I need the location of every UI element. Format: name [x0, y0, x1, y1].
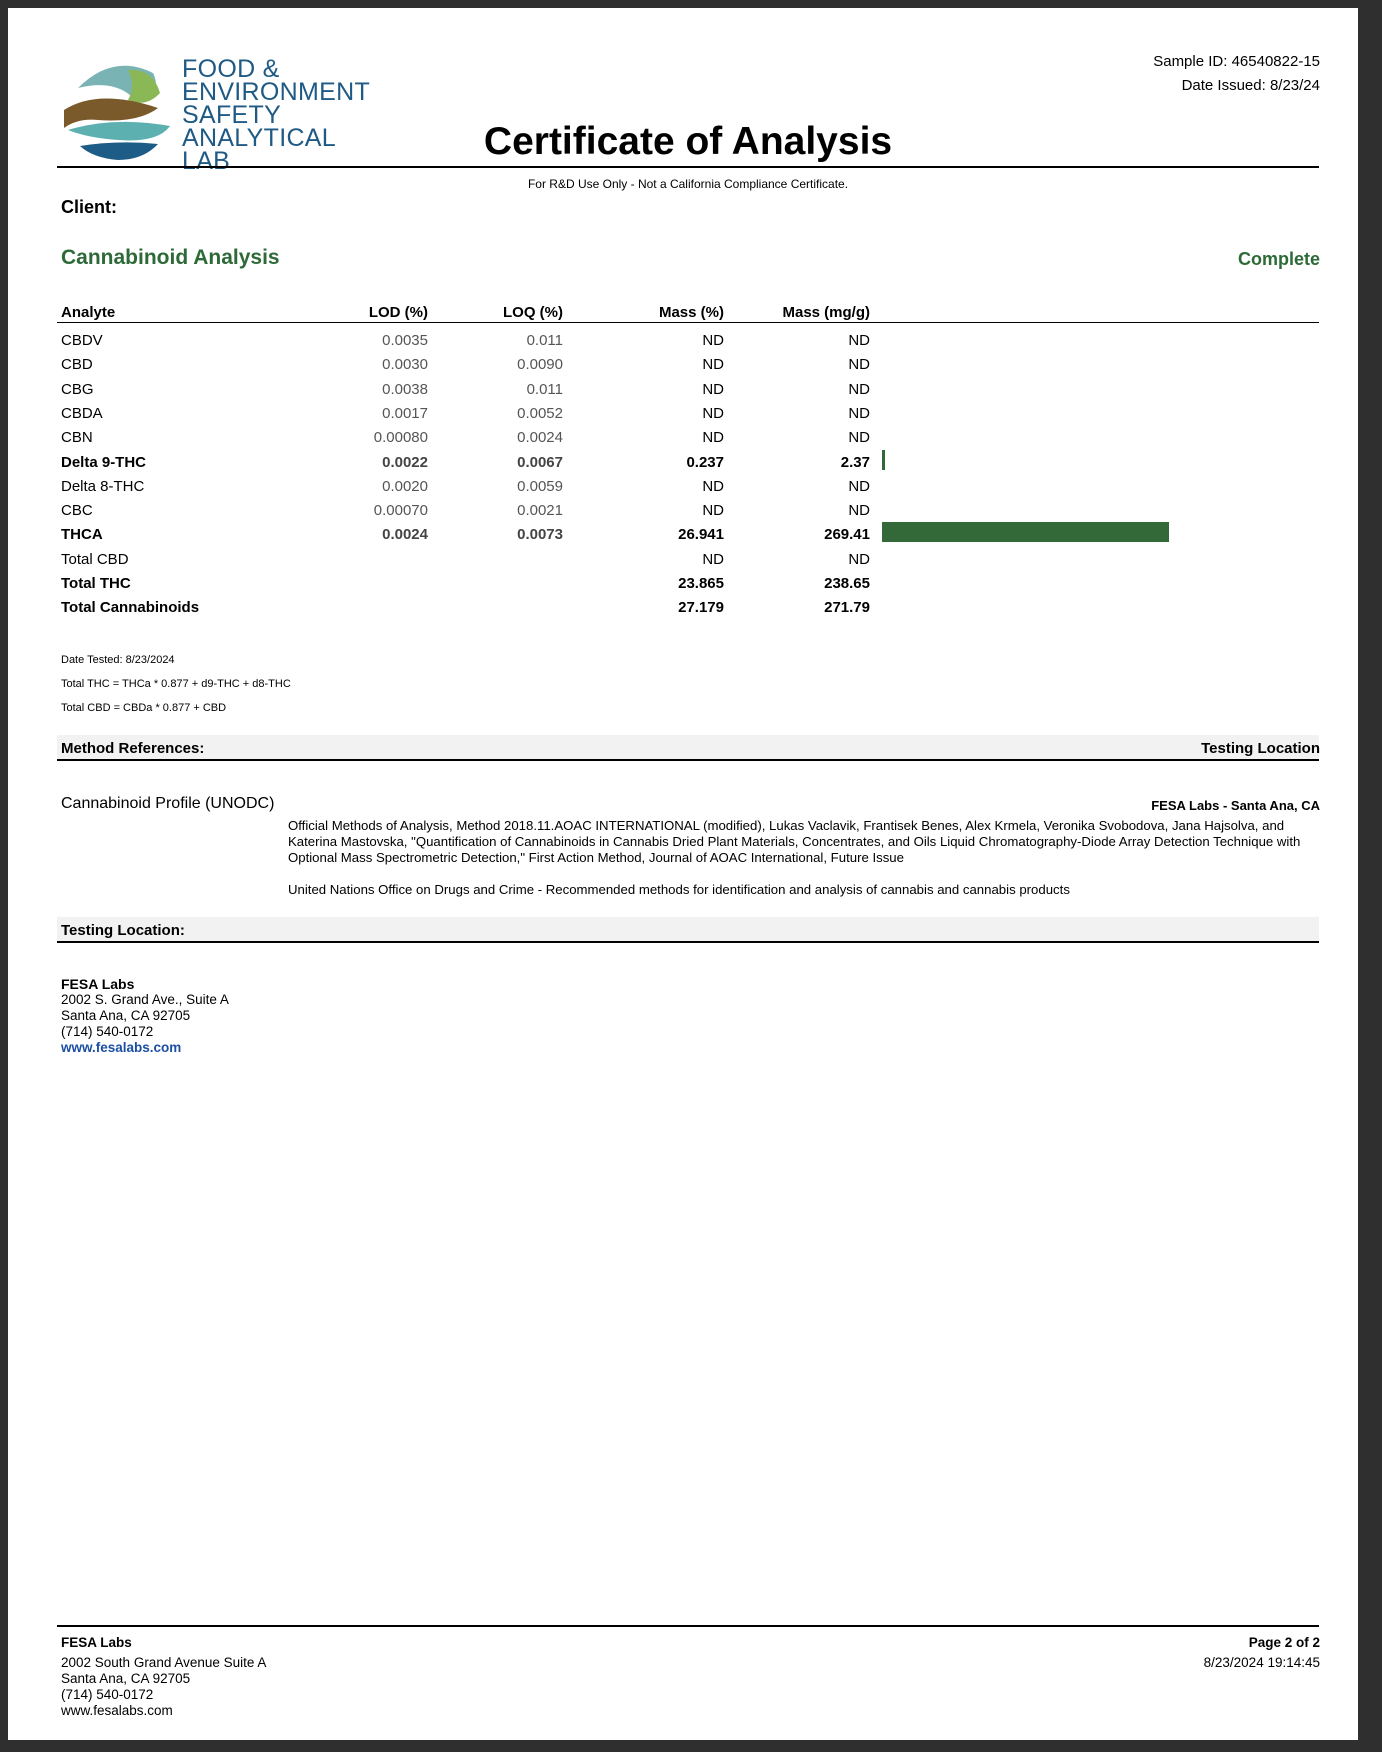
mass-pct-cell: ND	[702, 477, 724, 495]
analyte-cell: Delta 9-THC	[61, 453, 147, 471]
analyte-cell: CBG	[61, 380, 94, 398]
mass-pct-cell: ND	[702, 356, 724, 374]
mass-pct-cell: 0.237	[686, 453, 724, 471]
mass-pct-cell: ND	[702, 502, 724, 520]
header-divider	[57, 166, 1319, 168]
client-label: Client:	[61, 197, 117, 217]
loq-cell: 0.0052	[517, 404, 563, 422]
method-location: FESA Labs - Santa Ana, CA	[1151, 798, 1320, 813]
loq-cell: 0.0024	[517, 429, 563, 447]
mass-pct-cell: ND	[702, 404, 724, 422]
analyte-cell: CBC	[61, 502, 93, 520]
lab-website-link[interactable]: www.fesalabs.com	[61, 1040, 182, 1055]
column-header-mass-mg: Mass (mg/g)	[782, 304, 870, 321]
lab-name: FESA Labs	[61, 976, 135, 992]
column-header-lod: LOD (%)	[368, 304, 428, 321]
analyte-cell: Total Cannabinoids	[61, 599, 200, 617]
lab-city: Santa Ana, CA 92705	[61, 1008, 191, 1023]
footer-street: 2002 South Grand Avenue Suite A	[61, 1655, 267, 1670]
lod-cell: 0.0030	[382, 356, 428, 374]
loq-cell: 0.0059	[517, 477, 563, 495]
table-row	[8, 405, 1358, 429]
lod-cell: 0.0035	[382, 332, 428, 349]
lod-cell: 0.0020	[382, 477, 428, 495]
table-row	[8, 575, 1358, 599]
table-row	[8, 332, 1358, 356]
mass-pct-cell: ND	[702, 429, 724, 447]
page-number: Page 2 of 2	[1248, 1635, 1320, 1650]
table-row	[8, 599, 1358, 623]
table-row	[8, 429, 1358, 453]
analyte-cell: CBDA	[61, 404, 103, 422]
compliance-note: For R&D Use Only - Not a California Compliance Certificate.	[527, 177, 849, 191]
footer-phone: (714) 540-0172	[61, 1687, 154, 1702]
mass-bar	[882, 522, 1169, 542]
date-tested: Date Tested: 8/23/2024	[61, 654, 175, 666]
mass-mg-cell: ND	[848, 477, 870, 495]
sample-id: Sample ID: 46540822-15	[1153, 53, 1320, 70]
total-thc-formula: Total THC = THCa * 0.877 + d9-THC + d8-THC	[61, 678, 291, 690]
logo-line: ENVIRONMENT	[182, 78, 371, 106]
method-references-label: Method References:	[61, 740, 205, 757]
mass-mg-cell: 238.65	[824, 575, 870, 592]
logo-line: FOOD &	[182, 55, 280, 83]
mass-pct-cell: 27.179	[678, 599, 724, 617]
testing-location-label: Testing Location:	[61, 922, 185, 939]
mass-mg-cell: ND	[848, 502, 870, 520]
method-reference-unodc: United Nations Office on Drugs and Crime - Recommended methods for identification and analysis of cannabis and cannabis products	[288, 882, 1070, 897]
loq-cell: 0.0090	[517, 356, 563, 374]
testing-location-header	[57, 917, 1319, 943]
footer-timestamp: 8/23/2024 19:14:45	[1203, 1655, 1320, 1670]
column-header-mass-pct: Mass (%)	[658, 304, 724, 321]
testing-location-column-label: Testing Location	[1201, 740, 1320, 757]
page-title: Certificate of Analysis	[483, 120, 893, 163]
lod-cell: 0.00070	[373, 502, 428, 520]
lod-cell: 0.0017	[382, 404, 428, 422]
loq-cell: 0.011	[526, 332, 563, 349]
lod-cell: 0.00080	[373, 429, 428, 447]
mass-mg-cell: ND	[848, 332, 870, 349]
lod-cell: 0.0038	[382, 380, 428, 398]
analyte-cell: CBN	[61, 429, 93, 447]
analyte-cell: CBDV	[61, 332, 103, 349]
mass-mg-cell: ND	[848, 380, 870, 398]
section-title: Cannabinoid Analysis	[61, 246, 280, 269]
mass-mg-cell: ND	[848, 356, 870, 374]
analyte-cell: CBD	[61, 356, 93, 374]
mass-pct-cell: ND	[702, 550, 724, 568]
footer-city: Santa Ana, CA 92705	[61, 1671, 191, 1686]
loq-cell: 0.0021	[517, 502, 563, 520]
mass-mg-cell: ND	[848, 429, 870, 447]
loq-cell: 0.011	[526, 380, 563, 398]
lab-address	[61, 976, 229, 1056]
lod-cell: 0.0024	[382, 526, 428, 544]
footer-lab-name: FESA Labs	[61, 1635, 132, 1650]
table-row	[8, 526, 1358, 550]
analyte-cell: THCA	[61, 526, 103, 544]
mass-mg-cell: 269.41	[824, 526, 870, 544]
mass-pct-cell: 26.941	[678, 526, 724, 544]
column-header-analyte: Analyte	[61, 304, 116, 321]
table-header-divider	[57, 322, 1319, 323]
logo-line: SAFETY	[182, 101, 282, 129]
sample-info	[1153, 50, 1320, 98]
footer-divider	[57, 1625, 1319, 1627]
logo-line: ANALYTICAL LAB	[182, 124, 336, 175]
column-header-loq: LOQ (%)	[503, 304, 563, 321]
table-row	[8, 454, 1358, 478]
method-references-header	[57, 735, 1319, 761]
date-issued: Date Issued: 8/23/24	[1181, 77, 1320, 94]
table-row	[8, 381, 1358, 405]
mass-bar	[882, 450, 885, 470]
status-badge: Complete	[1237, 249, 1320, 269]
total-cbd-formula: Total CBD = CBDa * 0.877 + CBD	[61, 702, 227, 714]
certificate-page	[8, 8, 1358, 1740]
footer-page-info	[1204, 1635, 1320, 1671]
table-row	[8, 551, 1358, 575]
mass-pct-cell: 23.865	[678, 575, 724, 592]
lab-phone: (714) 540-0172	[61, 1024, 154, 1039]
analyte-cell: Delta 8-THC	[61, 477, 145, 495]
footer-address	[61, 1635, 266, 1719]
loq-cell: 0.0073	[517, 526, 563, 544]
analyte-cell: Total THC	[61, 575, 131, 592]
footer-website: www.fesalabs.com	[61, 1703, 173, 1718]
mass-pct-cell: ND	[702, 332, 724, 349]
table-row	[8, 478, 1358, 502]
table-row	[8, 356, 1358, 380]
mass-mg-cell: 2.37	[840, 453, 870, 471]
method-reference-aoac: Official Methods of Analysis, Method 2018.11.AOAC INTERNATIONAL (modified), Lukas Vaclavik, Frantisek Benes, Alex Krmela, Veronika Svobodova, Jana Hajsolva, and Katerina Mastovska, "Quantification of Cannabinoids in Cannabis Dried Plant Materials, Concentrates, and Oils Liquid Chromatography-Diode Array Detection Technique with Optional Mass Spectrometric Detection," First Action Method, Journal of AOAC International, Future Issue	[288, 818, 1301, 865]
lod-cell: 0.0022	[382, 453, 428, 471]
mass-pct-cell: ND	[702, 380, 724, 398]
mass-mg-cell: ND	[848, 550, 870, 568]
method-name: Cannabinoid Profile (UNODC)	[61, 795, 275, 812]
mass-mg-cell: 271.79	[824, 599, 870, 617]
analyte-cell: Total CBD	[61, 550, 129, 568]
loq-cell: 0.0067	[517, 453, 563, 471]
lab-street: 2002 S. Grand Ave., Suite A	[61, 992, 229, 1007]
mass-mg-cell: ND	[848, 404, 870, 422]
